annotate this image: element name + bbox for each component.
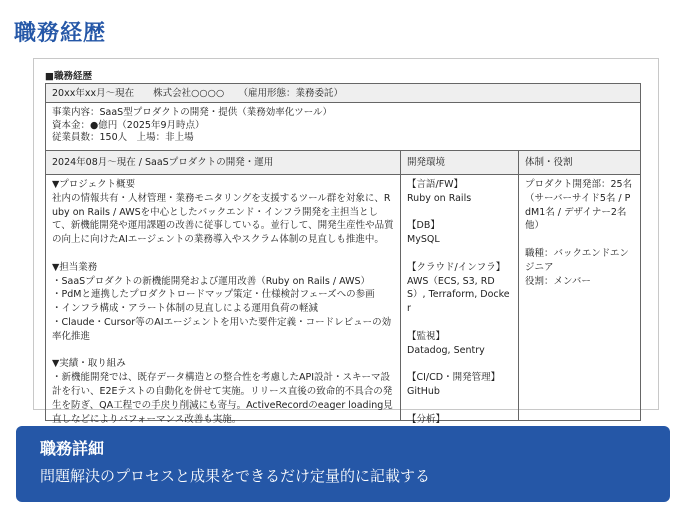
business-line: 事業内容：SaaS型プロダクトの開発・提供（業務効率化ツール） bbox=[52, 107, 333, 118]
business-info bbox=[45, 103, 641, 151]
dev-env-header: 開発環境 bbox=[400, 151, 518, 175]
business-line: 従業員数：150人 上場：非上場 bbox=[52, 132, 194, 143]
caption-banner bbox=[16, 426, 670, 502]
document-heading: ■職務経歴 bbox=[45, 71, 92, 82]
team-role-header: 体制・役割 bbox=[518, 151, 640, 175]
page-title: 職務経歴 bbox=[14, 21, 107, 46]
project-details-cell: ▼プロジェクト概要 社内の情報共有・人材管理・業務モニタリングを支援するツール群を対象に、Ruby on Rails / AWSを中心としたバックエンド・インフラ開発を主担当とし て、新機能開発や運用課題の改善に従事している。並行して、開発生産性や品質の向上に向けたAIエージェントの業務導入やスクラム体制の見直しも推進中。 ▼担当業務 ・SaaSプロダクトの新機能開発および運用改善（Ruby on Rails / AWS） ・PdMと連携したプロダクトロードマップ策定・仕様検討フェーズへの参画 ・インフラ構成・アラート体制の見直しによる運用負荷の軽減 ・Claude・Cursor等のAIエージェントを用いた要件定義・コードレビューの効率化推進 ▼実績・取り組み ・新機能開発では、既存データ構造との整合性を考慮したAPI設計・スキーマ設計を行い、E2Eテストの自動化を併せて実施。リリース直後の致命的不具合の発生を防ぎ、QA工程での手戻り削減にも寄与。ActiveRecordのeager loading見直しなどによりパフォーマンス改善も実施。 bbox=[52, 179, 394, 425]
resume-document bbox=[33, 58, 659, 425]
project-table bbox=[45, 151, 641, 425]
project-period-header: 2024年08月〜現在 / SaaSプロダクトの開発・運用 bbox=[46, 151, 400, 175]
company-row: 20xx年xx月〜現在 株式会社○○○○ （雇用形態：業務委託） bbox=[45, 83, 641, 103]
business-line: 資本金：●億円（2025年9月時点） bbox=[52, 119, 205, 131]
banner-subtitle: 問題解決のプロセスと成果をできるだけ定量的に記載する bbox=[40, 467, 431, 485]
banner-title: 職務詳細 bbox=[40, 439, 105, 458]
dev-env-cell: 【言語/FW】 Ruby on Rails 【DB】 MySQL 【クラウド/インフラ】 AWS（ECS, S3, RDS）, Terraform, Docker 【監視】 Datadog, Sentry 【CI/CD・開発管理】 GitHub 【分析】 bbox=[400, 175, 518, 420]
team-role-cell: プロダクト開発部：25名（サーバーサイド5名 / PdM1名 / デザイナー2名他） 職種：バックエンドエンジニア 役割：メンバー bbox=[518, 175, 640, 420]
